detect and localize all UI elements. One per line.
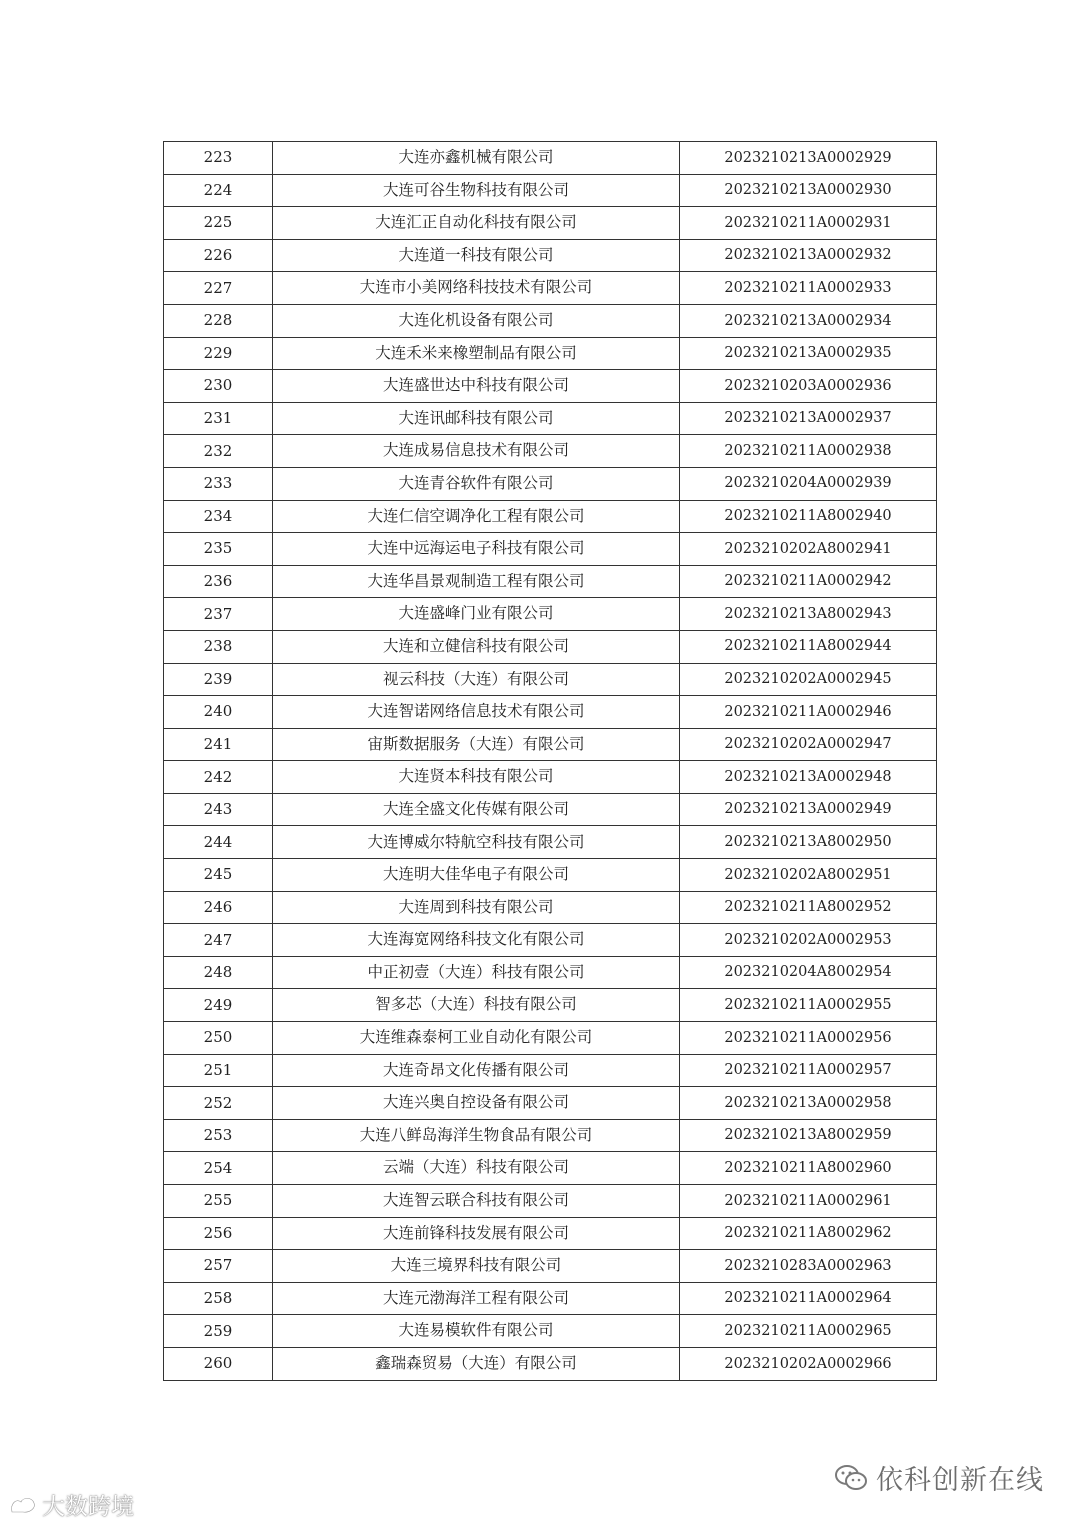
registration-code-cell: 2023210211A0002964 xyxy=(680,1282,937,1315)
row-number-cell: 247 xyxy=(164,924,273,957)
company-name-cell: 大连和立健信科技有限公司 xyxy=(273,630,680,663)
table-row xyxy=(164,761,937,794)
row-number-cell: 225 xyxy=(164,207,273,240)
table-row xyxy=(164,989,937,1022)
company-name-cell: 宙斯数据服务（大连）有限公司 xyxy=(273,728,680,761)
table-row xyxy=(164,272,937,305)
company-name-cell: 大连周到科技有限公司 xyxy=(273,891,680,924)
registration-code-cell: 2023210204A8002954 xyxy=(680,956,937,989)
table-row xyxy=(164,1250,937,1283)
table-row xyxy=(164,1022,937,1055)
row-number-cell: 237 xyxy=(164,598,273,631)
company-name-cell: 大连汇正自动化科技有限公司 xyxy=(273,207,680,240)
registration-code-cell: 2023210211A8002944 xyxy=(680,630,937,663)
company-name-cell: 大连中远海运电子科技有限公司 xyxy=(273,533,680,566)
registration-code-cell: 2023210203A0002936 xyxy=(680,370,937,403)
row-number-cell: 239 xyxy=(164,663,273,696)
registration-code-cell: 2023210211A0002961 xyxy=(680,1185,937,1218)
registration-code-cell: 2023210211A8002940 xyxy=(680,500,937,533)
company-name-cell: 大连盛峰门业有限公司 xyxy=(273,598,680,631)
company-registry-table xyxy=(163,141,937,1381)
table-row xyxy=(164,370,937,403)
row-number-cell: 251 xyxy=(164,1054,273,1087)
row-number-cell: 249 xyxy=(164,989,273,1022)
table-row xyxy=(164,1185,937,1218)
registration-code-cell: 2023210213A0002949 xyxy=(680,793,937,826)
registration-code-cell: 2023210211A0002942 xyxy=(680,565,937,598)
table-row xyxy=(164,1217,937,1250)
row-number-cell: 254 xyxy=(164,1152,273,1185)
table-row xyxy=(164,859,937,892)
table-row xyxy=(164,174,937,207)
row-number-cell: 256 xyxy=(164,1217,273,1250)
registration-code-cell: 2023210213A0002930 xyxy=(680,174,937,207)
company-name-cell: 大连元渤海洋工程有限公司 xyxy=(273,1282,680,1315)
watermark-right-text: 依科创新在线 xyxy=(876,1465,1044,1496)
table-row xyxy=(164,533,937,566)
table-row xyxy=(164,891,937,924)
row-number-cell: 223 xyxy=(164,142,273,175)
wechat-icon xyxy=(834,1464,868,1492)
table-row xyxy=(164,663,937,696)
table-row xyxy=(164,304,937,337)
registration-code-cell: 2023210211A0002965 xyxy=(680,1315,937,1348)
row-number-cell: 252 xyxy=(164,1087,273,1120)
table-body xyxy=(164,142,937,1381)
row-number-cell: 244 xyxy=(164,826,273,859)
row-number-cell: 233 xyxy=(164,467,273,500)
registration-code-cell: 2023210213A0002935 xyxy=(680,337,937,370)
registration-code-cell: 2023210202A0002966 xyxy=(680,1347,937,1380)
table-row xyxy=(164,1347,937,1380)
company-name-cell: 大连成易信息技术有限公司 xyxy=(273,435,680,468)
registration-code-cell: 2023210213A0002958 xyxy=(680,1087,937,1120)
row-number-cell: 259 xyxy=(164,1315,273,1348)
watermark-right xyxy=(834,1458,1044,1497)
table-row xyxy=(164,630,937,663)
table-row xyxy=(164,956,937,989)
row-number-cell: 224 xyxy=(164,174,273,207)
row-number-cell: 248 xyxy=(164,956,273,989)
company-name-cell: 视云科技（大连）有限公司 xyxy=(273,663,680,696)
row-number-cell: 227 xyxy=(164,272,273,305)
company-name-cell: 大连市小美网络科技技术有限公司 xyxy=(273,272,680,305)
table-row xyxy=(164,1152,937,1185)
company-name-cell: 大连易模软件有限公司 xyxy=(273,1315,680,1348)
brand-logo-icon xyxy=(8,1494,38,1516)
company-name-cell: 大连海宽网络科技文化有限公司 xyxy=(273,924,680,957)
table-row xyxy=(164,565,937,598)
table-row xyxy=(164,337,937,370)
row-number-cell: 230 xyxy=(164,370,273,403)
registration-code-cell: 2023210213A8002950 xyxy=(680,826,937,859)
registration-code-cell: 2023210204A0002939 xyxy=(680,467,937,500)
company-name-cell: 大连华昌景观制造工程有限公司 xyxy=(273,565,680,598)
registration-code-cell: 2023210213A8002943 xyxy=(680,598,937,631)
company-name-cell: 鑫瑞森贸易（大连）有限公司 xyxy=(273,1347,680,1380)
row-number-cell: 226 xyxy=(164,239,273,272)
company-name-cell: 大连三境界科技有限公司 xyxy=(273,1250,680,1283)
company-name-cell: 大连可谷生物科技有限公司 xyxy=(273,174,680,207)
registration-code-cell: 2023210211A8002960 xyxy=(680,1152,937,1185)
company-name-cell: 大连仁信空调净化工程有限公司 xyxy=(273,500,680,533)
row-number-cell: 234 xyxy=(164,500,273,533)
table-row xyxy=(164,1282,937,1315)
registration-code-cell: 2023210202A0002953 xyxy=(680,924,937,957)
registration-code-cell: 2023210211A8002962 xyxy=(680,1217,937,1250)
table-row xyxy=(164,467,937,500)
watermark-left xyxy=(8,1488,134,1521)
table-row xyxy=(164,1054,937,1087)
watermark-left-text: 大数跨境 xyxy=(42,1494,134,1520)
company-name-cell: 大连智云联合科技有限公司 xyxy=(273,1185,680,1218)
table-row xyxy=(164,435,937,468)
registration-code-cell: 2023210202A0002947 xyxy=(680,728,937,761)
registration-code-cell: 2023210213A0002937 xyxy=(680,402,937,435)
row-number-cell: 250 xyxy=(164,1022,273,1055)
registration-code-cell: 2023210202A0002945 xyxy=(680,663,937,696)
row-number-cell: 246 xyxy=(164,891,273,924)
company-name-cell: 大连青谷软件有限公司 xyxy=(273,467,680,500)
registration-code-cell: 2023210213A0002929 xyxy=(680,142,937,175)
row-number-cell: 260 xyxy=(164,1347,273,1380)
table-row xyxy=(164,793,937,826)
company-name-cell: 大连贤本科技有限公司 xyxy=(273,761,680,794)
registration-code-cell: 2023210213A8002959 xyxy=(680,1119,937,1152)
table-row xyxy=(164,207,937,240)
registration-code-cell: 2023210211A0002946 xyxy=(680,696,937,729)
row-number-cell: 229 xyxy=(164,337,273,370)
row-number-cell: 243 xyxy=(164,793,273,826)
registration-code-cell: 2023210213A0002934 xyxy=(680,304,937,337)
table-row xyxy=(164,1315,937,1348)
registration-code-cell: 2023210202A8002941 xyxy=(680,533,937,566)
company-name-cell: 大连兴奥自控设备有限公司 xyxy=(273,1087,680,1120)
table-row xyxy=(164,728,937,761)
table-row xyxy=(164,826,937,859)
company-name-cell: 大连博威尔特航空科技有限公司 xyxy=(273,826,680,859)
company-name-cell: 大连维森泰柯工业自动化有限公司 xyxy=(273,1022,680,1055)
row-number-cell: 235 xyxy=(164,533,273,566)
registration-code-cell: 2023210211A0002956 xyxy=(680,1022,937,1055)
table-row xyxy=(164,696,937,729)
table-row xyxy=(164,142,937,175)
company-name-cell: 大连八鲜岛海洋生物食品有限公司 xyxy=(273,1119,680,1152)
company-name-cell: 大连奇昂文化传播有限公司 xyxy=(273,1054,680,1087)
row-number-cell: 232 xyxy=(164,435,273,468)
company-name-cell: 大连讯邮科技有限公司 xyxy=(273,402,680,435)
row-number-cell: 255 xyxy=(164,1185,273,1218)
table-row xyxy=(164,1119,937,1152)
company-name-cell: 大连盛世达中科技有限公司 xyxy=(273,370,680,403)
table-row xyxy=(164,239,937,272)
registration-code-cell: 2023210213A0002932 xyxy=(680,239,937,272)
row-number-cell: 236 xyxy=(164,565,273,598)
row-number-cell: 242 xyxy=(164,761,273,794)
row-number-cell: 257 xyxy=(164,1250,273,1283)
row-number-cell: 253 xyxy=(164,1119,273,1152)
table-row xyxy=(164,402,937,435)
registration-code-cell: 2023210283A0002963 xyxy=(680,1250,937,1283)
registration-code-cell: 2023210211A8002952 xyxy=(680,891,937,924)
company-name-cell: 大连亦鑫机械有限公司 xyxy=(273,142,680,175)
registration-code-cell: 2023210211A0002957 xyxy=(680,1054,937,1087)
registration-code-cell: 2023210211A0002931 xyxy=(680,207,937,240)
row-number-cell: 238 xyxy=(164,630,273,663)
registration-code-cell: 2023210211A0002938 xyxy=(680,435,937,468)
registration-code-cell: 2023210213A0002948 xyxy=(680,761,937,794)
company-name-cell: 云端（大连）科技有限公司 xyxy=(273,1152,680,1185)
company-name-cell: 大连化机设备有限公司 xyxy=(273,304,680,337)
company-name-cell: 大连全盛文化传媒有限公司 xyxy=(273,793,680,826)
registration-code-cell: 2023210211A0002933 xyxy=(680,272,937,305)
registration-code-cell: 2023210202A8002951 xyxy=(680,859,937,892)
company-name-cell: 中正初壹（大连）科技有限公司 xyxy=(273,956,680,989)
row-number-cell: 240 xyxy=(164,696,273,729)
row-number-cell: 245 xyxy=(164,859,273,892)
company-name-cell: 大连禾米来橡塑制品有限公司 xyxy=(273,337,680,370)
table-row xyxy=(164,598,937,631)
company-name-cell: 大连前锋科技发展有限公司 xyxy=(273,1217,680,1250)
table-row xyxy=(164,924,937,957)
table-row xyxy=(164,500,937,533)
company-name-cell: 大连道一科技有限公司 xyxy=(273,239,680,272)
row-number-cell: 258 xyxy=(164,1282,273,1315)
company-name-cell: 大连明大佳华电子有限公司 xyxy=(273,859,680,892)
company-name-cell: 大连智诺网络信息技术有限公司 xyxy=(273,696,680,729)
row-number-cell: 241 xyxy=(164,728,273,761)
table-row xyxy=(164,1087,937,1120)
row-number-cell: 228 xyxy=(164,304,273,337)
registration-code-cell: 2023210211A0002955 xyxy=(680,989,937,1022)
row-number-cell: 231 xyxy=(164,402,273,435)
company-name-cell: 智多芯（大连）科技有限公司 xyxy=(273,989,680,1022)
